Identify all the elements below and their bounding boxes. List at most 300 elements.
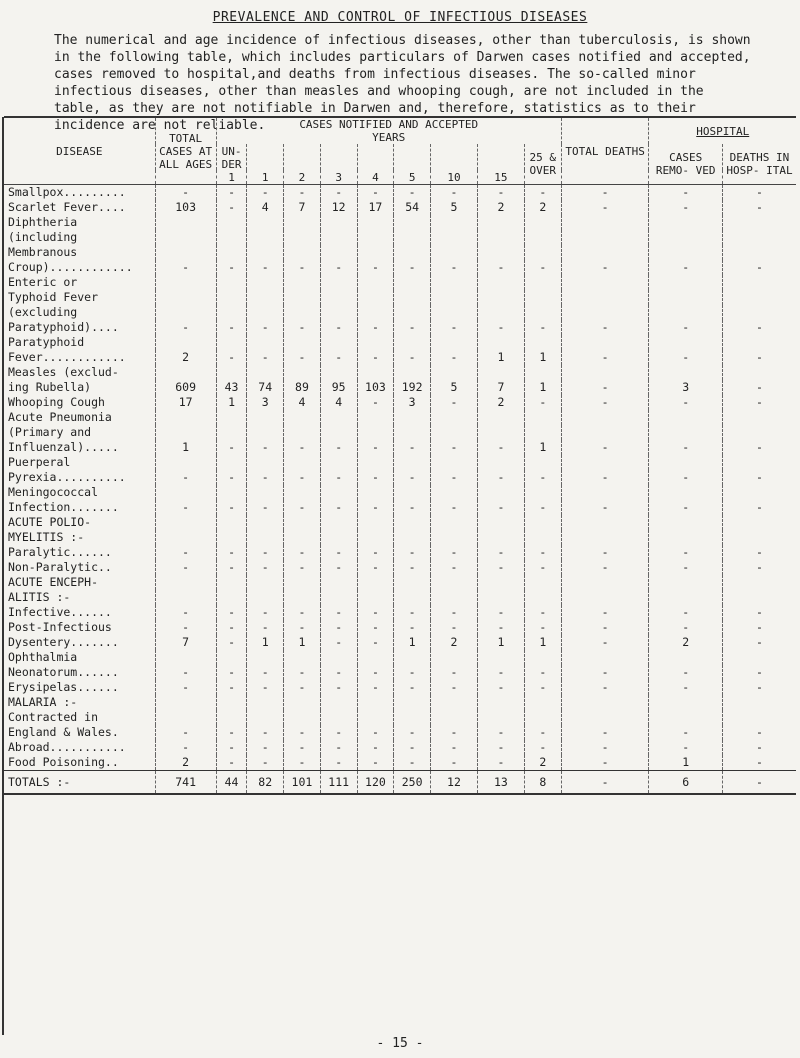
table-cell bbox=[216, 710, 247, 725]
table-cell: - bbox=[320, 680, 357, 695]
table-row bbox=[4, 410, 796, 425]
table-cell bbox=[216, 335, 247, 350]
table-cell bbox=[357, 335, 394, 350]
disease-label: ACUTE ENCEPH- bbox=[8, 575, 99, 589]
table-cell: - bbox=[722, 665, 796, 680]
table-cell bbox=[722, 410, 796, 425]
table-cell: - bbox=[561, 725, 649, 740]
table-cell: 1 bbox=[524, 635, 561, 650]
table-cell bbox=[247, 530, 284, 545]
disease-label: Smallpox......... bbox=[8, 185, 126, 199]
table-cell: - bbox=[524, 740, 561, 755]
table-cell: - bbox=[394, 740, 431, 755]
table-cell: - bbox=[722, 740, 796, 755]
header-age-10: 10 bbox=[431, 170, 478, 185]
disease-label: Enteric or bbox=[8, 275, 78, 289]
disease-label: Abroad........... bbox=[8, 740, 126, 754]
table-cell: - bbox=[561, 380, 649, 395]
table-row bbox=[4, 590, 796, 605]
table-cell bbox=[477, 335, 524, 350]
table-cell: 5 bbox=[431, 200, 478, 215]
table-cell bbox=[561, 455, 649, 470]
table-cell: - bbox=[431, 665, 478, 680]
header-age-1: 1 bbox=[247, 170, 284, 185]
table-cell: - bbox=[155, 320, 216, 335]
table-cell: - bbox=[247, 560, 284, 575]
table-cell bbox=[357, 410, 394, 425]
table-cell bbox=[561, 695, 649, 710]
header-total-cases: TOTAL CASES AT ALL AGES bbox=[155, 117, 216, 185]
table-cell: - bbox=[320, 620, 357, 635]
table-cell bbox=[394, 695, 431, 710]
table-cell bbox=[155, 455, 216, 470]
table-cell bbox=[722, 455, 796, 470]
table-cell bbox=[357, 695, 394, 710]
table-cell: - bbox=[247, 470, 284, 485]
table-cell bbox=[561, 335, 649, 350]
table-cell: - bbox=[477, 470, 524, 485]
table-cell: - bbox=[477, 755, 524, 771]
table-row bbox=[4, 395, 796, 410]
table-cell bbox=[524, 575, 561, 590]
table-cell bbox=[320, 290, 357, 305]
table-cell: - bbox=[561, 185, 649, 201]
table-cell: - bbox=[320, 350, 357, 365]
table-cell: - bbox=[216, 755, 247, 771]
table-cell: - bbox=[320, 500, 357, 515]
table-cell: - bbox=[394, 470, 431, 485]
table-cell bbox=[561, 245, 649, 260]
table-cell: - bbox=[431, 605, 478, 620]
table-cell bbox=[431, 485, 478, 500]
table-cell: - bbox=[320, 740, 357, 755]
table-cell: 95 bbox=[320, 380, 357, 395]
table-row bbox=[4, 260, 796, 275]
table-cell bbox=[247, 245, 284, 260]
table-cell: - bbox=[320, 755, 357, 771]
table-cell bbox=[247, 425, 284, 440]
table-cell: 3 bbox=[649, 380, 722, 395]
table-cell bbox=[394, 425, 431, 440]
table-cell bbox=[357, 230, 394, 245]
table-cell: 1 bbox=[524, 440, 561, 455]
table-cell bbox=[216, 425, 247, 440]
table-cell: - bbox=[247, 755, 284, 771]
table-cell bbox=[524, 290, 561, 305]
table-cell bbox=[357, 590, 394, 605]
table-cell bbox=[477, 410, 524, 425]
table-cell bbox=[284, 515, 321, 530]
header-age-4: 4 bbox=[357, 170, 394, 185]
table-cell: - bbox=[431, 500, 478, 515]
table-cell bbox=[561, 215, 649, 230]
table-cell: - bbox=[155, 620, 216, 635]
table-cell bbox=[649, 425, 722, 440]
table-cell bbox=[722, 335, 796, 350]
table-cell: - bbox=[561, 545, 649, 560]
table-cell bbox=[561, 275, 649, 290]
table-cell: - bbox=[649, 260, 722, 275]
table-cell: - bbox=[649, 620, 722, 635]
table-cell: - bbox=[155, 665, 216, 680]
table-cell: - bbox=[155, 185, 216, 201]
table-cell: - bbox=[561, 350, 649, 365]
table-cell: - bbox=[284, 665, 321, 680]
table-cell bbox=[155, 305, 216, 320]
table-cell bbox=[394, 650, 431, 665]
table-row bbox=[4, 440, 796, 455]
table-cell bbox=[155, 590, 216, 605]
table-cell: - bbox=[320, 635, 357, 650]
table-cell: - bbox=[155, 560, 216, 575]
table-cell: - bbox=[247, 185, 284, 201]
table-cell: 1 bbox=[524, 350, 561, 365]
table-cell: - bbox=[561, 500, 649, 515]
table-cell: - bbox=[284, 605, 321, 620]
table-cell: - bbox=[247, 545, 284, 560]
table-cell bbox=[561, 710, 649, 725]
table-cell bbox=[431, 590, 478, 605]
table-cell: - bbox=[320, 260, 357, 275]
table-cell: - bbox=[284, 545, 321, 560]
table-cell bbox=[320, 335, 357, 350]
table-cell: - bbox=[216, 605, 247, 620]
table-cell: - bbox=[649, 470, 722, 485]
table-cell bbox=[431, 290, 478, 305]
header-age-under1: UN- DER 1 bbox=[216, 144, 247, 185]
table-cell bbox=[284, 710, 321, 725]
table-cell: - bbox=[431, 395, 478, 410]
table-cell: - bbox=[524, 725, 561, 740]
table-cell: 3 bbox=[394, 395, 431, 410]
table-cell: - bbox=[247, 620, 284, 635]
table-cell bbox=[394, 215, 431, 230]
disease-label: Influenzal)..... bbox=[8, 440, 119, 454]
table-cell bbox=[524, 245, 561, 260]
table-cell: - bbox=[394, 500, 431, 515]
table-cell: - bbox=[722, 260, 796, 275]
table-cell bbox=[722, 650, 796, 665]
table-cell: - bbox=[722, 755, 796, 771]
table-cell bbox=[722, 425, 796, 440]
table-cell: 1 bbox=[477, 350, 524, 365]
table-cell bbox=[357, 515, 394, 530]
table-cell bbox=[247, 230, 284, 245]
table-cell: 2 bbox=[155, 350, 216, 365]
table-cell bbox=[357, 365, 394, 380]
header-cases-notified bbox=[216, 117, 561, 144]
table-cell bbox=[394, 245, 431, 260]
table-cell bbox=[394, 410, 431, 425]
table-cell bbox=[394, 455, 431, 470]
table-row bbox=[4, 560, 796, 575]
disease-label: Paralytic...... bbox=[8, 545, 112, 559]
table-cell bbox=[431, 335, 478, 350]
table-cell bbox=[431, 275, 478, 290]
table-cell bbox=[431, 365, 478, 380]
table-cell: - bbox=[357, 740, 394, 755]
table-cell: - bbox=[216, 560, 247, 575]
table-cell: 2 bbox=[477, 395, 524, 410]
table-cell bbox=[357, 290, 394, 305]
table-cell: 609 bbox=[155, 380, 216, 395]
table-cell bbox=[320, 365, 357, 380]
table-cell bbox=[649, 275, 722, 290]
table-cell: - bbox=[524, 320, 561, 335]
table-cell bbox=[649, 245, 722, 260]
table-cell bbox=[431, 695, 478, 710]
table-cell bbox=[394, 485, 431, 500]
table-cell: - bbox=[284, 350, 321, 365]
table-cell bbox=[722, 590, 796, 605]
table-cell bbox=[155, 215, 216, 230]
table-cell: - bbox=[649, 200, 722, 215]
table-cell bbox=[247, 590, 284, 605]
table-cell: - bbox=[320, 440, 357, 455]
table-row bbox=[4, 455, 796, 470]
table-cell bbox=[357, 485, 394, 500]
table-cell bbox=[649, 335, 722, 350]
table-cell: - bbox=[524, 560, 561, 575]
disease-label: ing Rubella) bbox=[8, 380, 92, 394]
table-cell: - bbox=[477, 680, 524, 695]
table-cell: - bbox=[431, 560, 478, 575]
table-cell bbox=[524, 365, 561, 380]
table-cell: - bbox=[649, 560, 722, 575]
table-cell bbox=[649, 455, 722, 470]
table-cell bbox=[284, 485, 321, 500]
table-cell bbox=[320, 425, 357, 440]
table-cell bbox=[477, 590, 524, 605]
header-hospital: HOSPITAL bbox=[649, 117, 796, 144]
table-cell: - bbox=[394, 680, 431, 695]
table-cell: - bbox=[524, 185, 561, 201]
table-cell bbox=[431, 575, 478, 590]
table-cell: - bbox=[431, 350, 478, 365]
table-cell bbox=[247, 290, 284, 305]
table-cell: - bbox=[247, 725, 284, 740]
table-cell bbox=[477, 425, 524, 440]
table-cell bbox=[320, 590, 357, 605]
table-row bbox=[4, 470, 796, 485]
table-cell: - bbox=[477, 740, 524, 755]
table-cell bbox=[477, 695, 524, 710]
disease-label: Erysipelas...... bbox=[8, 680, 119, 694]
table-cell: - bbox=[357, 725, 394, 740]
table-cell: - bbox=[394, 260, 431, 275]
table-cell bbox=[216, 245, 247, 260]
table-cell: - bbox=[431, 320, 478, 335]
table-cell: - bbox=[431, 740, 478, 755]
table-cell: - bbox=[284, 500, 321, 515]
disease-label: MALARIA :- bbox=[8, 695, 78, 709]
table-row bbox=[4, 365, 796, 380]
table-cell bbox=[524, 485, 561, 500]
disease-label: Membranous bbox=[8, 245, 78, 259]
table-body bbox=[4, 185, 796, 795]
table-cell bbox=[524, 695, 561, 710]
table-row bbox=[4, 335, 796, 350]
table-cell bbox=[247, 215, 284, 230]
table-cell: - bbox=[357, 350, 394, 365]
table-cell bbox=[357, 710, 394, 725]
table-row bbox=[4, 695, 796, 710]
table-cell bbox=[722, 245, 796, 260]
table-row bbox=[4, 215, 796, 230]
table-cell: - bbox=[722, 320, 796, 335]
table-cell bbox=[247, 515, 284, 530]
table-cell: 101 bbox=[284, 771, 321, 795]
table-cell bbox=[561, 425, 649, 440]
table-cell: 43 bbox=[216, 380, 247, 395]
table-cell bbox=[561, 365, 649, 380]
table-cell: 1 bbox=[155, 440, 216, 455]
table-cell: - bbox=[722, 620, 796, 635]
table-cell: 13 bbox=[477, 771, 524, 795]
table-row bbox=[4, 230, 796, 245]
table-cell: - bbox=[561, 771, 649, 795]
table-row bbox=[4, 320, 796, 335]
table-cell: - bbox=[722, 725, 796, 740]
disease-label: Fever............ bbox=[8, 350, 126, 364]
table-cell: - bbox=[649, 605, 722, 620]
table-cell bbox=[155, 290, 216, 305]
table-cell bbox=[722, 275, 796, 290]
table-cell bbox=[216, 455, 247, 470]
table-cell bbox=[394, 305, 431, 320]
table-cell bbox=[431, 230, 478, 245]
table-cell: 8 bbox=[524, 771, 561, 795]
table-cell bbox=[320, 305, 357, 320]
table-cell bbox=[561, 305, 649, 320]
header-disease: DISEASE bbox=[4, 117, 155, 185]
table-cell: 103 bbox=[155, 200, 216, 215]
table-cell bbox=[561, 290, 649, 305]
table-row bbox=[4, 710, 796, 725]
table-cell: - bbox=[216, 200, 247, 215]
table-cell bbox=[394, 590, 431, 605]
table-cell: - bbox=[320, 725, 357, 740]
table-cell bbox=[394, 290, 431, 305]
intro-paragraph: The numerical and age incidence of infectious diseases, other than tuberculosis, is shown in the following table, which includes particulars of Darwen cases notified and accepted, cases removed to hospital,and deaths from infectious diseases. The so-called minor infectious diseases, other than measles and whooping cough, are not included in the table, as they are not notifiable in Darwen and, therefore, statistics as to their incidence are not reliable. bbox=[54, 33, 751, 133]
table-cell: - bbox=[216, 260, 247, 275]
table-cell bbox=[722, 515, 796, 530]
table-cell: - bbox=[216, 500, 247, 515]
table-cell bbox=[155, 530, 216, 545]
table-cell bbox=[394, 575, 431, 590]
disease-label: Croup)............ bbox=[8, 260, 133, 274]
table-cell bbox=[722, 530, 796, 545]
table-cell: - bbox=[357, 395, 394, 410]
table-row bbox=[4, 515, 796, 530]
table-cell bbox=[216, 575, 247, 590]
table-cell: - bbox=[394, 440, 431, 455]
table-cell bbox=[284, 410, 321, 425]
table-cell bbox=[524, 410, 561, 425]
table-cell: - bbox=[247, 500, 284, 515]
table-cell bbox=[477, 650, 524, 665]
table-cell bbox=[284, 590, 321, 605]
header-age-25: 25 & OVER bbox=[524, 144, 561, 185]
table-cell bbox=[284, 215, 321, 230]
table-cell bbox=[284, 365, 321, 380]
table-cell bbox=[284, 290, 321, 305]
table-cell: 17 bbox=[155, 395, 216, 410]
table-cell bbox=[320, 455, 357, 470]
table-cell: - bbox=[431, 755, 478, 771]
table-row bbox=[4, 740, 796, 755]
table-cell bbox=[247, 650, 284, 665]
table-cell: - bbox=[247, 680, 284, 695]
table-cell bbox=[320, 515, 357, 530]
table-cell: - bbox=[722, 500, 796, 515]
table-cell: - bbox=[394, 320, 431, 335]
header-age-5: 5 bbox=[394, 170, 431, 185]
table-cell bbox=[524, 425, 561, 440]
disease-label: Measles (exclud- bbox=[8, 365, 119, 379]
disease-label: Dysentery....... bbox=[8, 635, 119, 649]
table-cell bbox=[155, 365, 216, 380]
table-cell: - bbox=[357, 185, 394, 201]
table-cell bbox=[357, 650, 394, 665]
table-cell: 111 bbox=[320, 771, 357, 795]
disease-label: England & Wales. bbox=[8, 725, 119, 739]
table-cell bbox=[477, 245, 524, 260]
table-cell: 741 bbox=[155, 771, 216, 795]
table-cell bbox=[216, 650, 247, 665]
table-cell: - bbox=[431, 440, 478, 455]
table-cell bbox=[320, 245, 357, 260]
table-cell bbox=[320, 230, 357, 245]
table-cell bbox=[722, 230, 796, 245]
table-cell: - bbox=[284, 755, 321, 771]
table-row bbox=[4, 485, 796, 500]
table-cell: - bbox=[561, 260, 649, 275]
table-cell: 2 bbox=[477, 200, 524, 215]
table-cell: - bbox=[477, 605, 524, 620]
table-cell: - bbox=[524, 260, 561, 275]
table-cell bbox=[247, 365, 284, 380]
table-cell: - bbox=[649, 350, 722, 365]
table-cell: - bbox=[394, 605, 431, 620]
table-cell: 2 bbox=[431, 635, 478, 650]
table-cell: - bbox=[722, 200, 796, 215]
table-cell: - bbox=[722, 545, 796, 560]
table-cell: - bbox=[431, 470, 478, 485]
disease-label: Infection....... bbox=[8, 500, 119, 514]
table-cell: - bbox=[477, 725, 524, 740]
table-cell: - bbox=[216, 320, 247, 335]
table-cell bbox=[649, 365, 722, 380]
table-cell bbox=[284, 335, 321, 350]
table-cell bbox=[524, 455, 561, 470]
table-cell bbox=[561, 485, 649, 500]
table-cell: - bbox=[477, 620, 524, 635]
table-cell bbox=[247, 485, 284, 500]
table-cell: - bbox=[649, 680, 722, 695]
table-cell: - bbox=[722, 380, 796, 395]
table-cell bbox=[247, 455, 284, 470]
table-cell: - bbox=[431, 620, 478, 635]
table-cell: 1 bbox=[247, 635, 284, 650]
table-cell: - bbox=[431, 725, 478, 740]
table-cell: - bbox=[524, 605, 561, 620]
table-cell: - bbox=[561, 470, 649, 485]
table-cell: - bbox=[247, 665, 284, 680]
table-cell: - bbox=[320, 320, 357, 335]
header-deaths-hospital: DEATHS IN HOSP- ITAL bbox=[722, 144, 796, 185]
table-cell: - bbox=[216, 620, 247, 635]
